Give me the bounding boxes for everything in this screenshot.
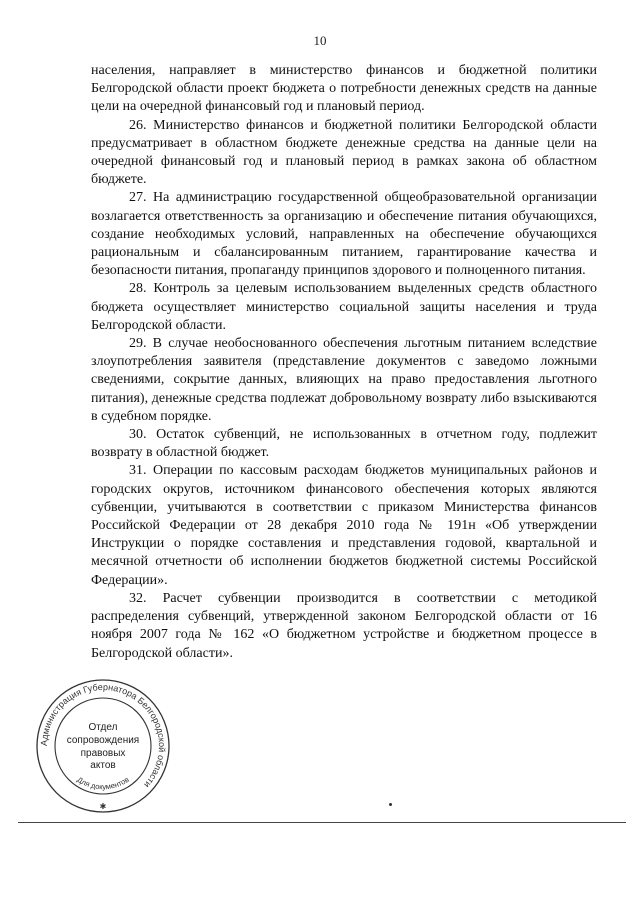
- stamp-ring-text: Администрация Губернатора Белгородской области: [38, 681, 168, 790]
- paragraph-28: 28. Контроль за целевым использованием выделенных средств областного бюджета осуществляет министерство социальной защиты населения и труда Белгородской области.: [91, 281, 597, 333]
- document-body: [91, 62, 597, 663]
- paragraph-29: 29. В случае необоснованного обеспечения льготным питанием вследствие злоупотребления заявителя (представление документов с заведомо ложными сведениями, сокрытие данных, влияющих на право предоставления льготного питания), денежные средства подлежат добровольному возврату либо взыскиваются в судебном порядке.: [91, 336, 597, 424]
- stamp-line-4: актов: [90, 760, 116, 771]
- official-stamp: [33, 676, 173, 816]
- paragraph-26: 26. Министерство финансов и бюджетной политики Белгородской области предусматривает в областном бюджете денежные средства на данные цели на очередной финансовый год и плановый период в рамках закона об областном бюджете.: [91, 117, 597, 188]
- stamp-line-1: Отдел: [88, 722, 118, 733]
- stamp-star-icon: ✱: [99, 802, 107, 811]
- stamp-line-3: правовых: [80, 748, 126, 759]
- page-number: 10: [313, 33, 327, 48]
- stray-mark: [389, 803, 392, 806]
- paragraph-31: 31. Операции по кассовым расходам бюджетов муниципальных районов и городских округов, источником финансового обеспечения которых являются субвенции, учитываются в соответствии с приказом Министерства финансов Российской Федерации от 28 декабря 2010 года № 191н «Об утверждении Инструкции о порядке составления и представления годовой, квартальной и месячной отчетности об исполнении бюджетов бюджетной системы Российской Федерации».: [91, 463, 597, 588]
- paragraph-32: 32. Расчет субвенции производится в соответствии с методикой распределения субвенций, утвержденной законом Белгородской области от 16 ноября 2007 года № 162 «О бюджетном устройстве и бюджетном процессе в Белгородской области».: [91, 590, 597, 661]
- stamp-bottom-text: Для документов: [75, 774, 131, 792]
- paragraph-30: 30. Остаток субвенций, не использованных в отчетном году, подлежит возврату в областной бюджет.: [91, 427, 597, 461]
- stamp-line-2: сопровождения: [66, 735, 140, 746]
- bottom-rule: [18, 822, 626, 823]
- paragraph-continuation: населения, направляет в министерство финансов и бюджетной политики Белгородской области проект бюджета о потребности денежных средств на данные цели на очередной финансовый год и плановый период.: [91, 63, 597, 115]
- paragraph-27: 27. На администрацию государственной общеобразовательной организации возлагается ответственность за организацию и обеспечение питания обучающихся, создание необходимых условий, направленных на обеспечение обучающихся рациональным и сбалансированным питанием, гарантирование качества и безопасности питания, пропаганду принципов здорового и полноценного питания.: [91, 190, 597, 279]
